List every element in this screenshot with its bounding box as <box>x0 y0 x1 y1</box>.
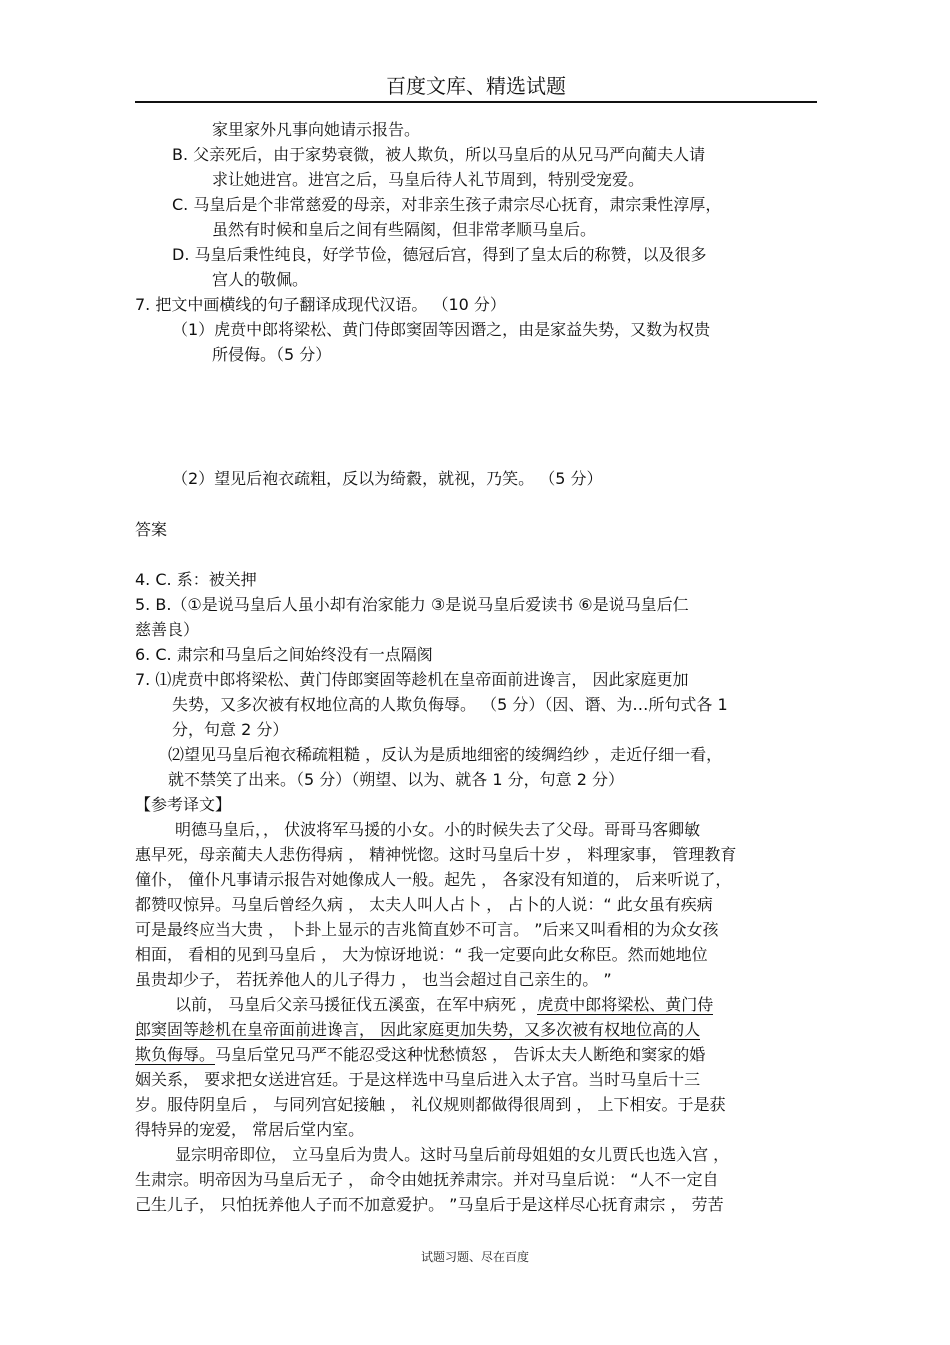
question-7-part-2: （2）望见后袍衣疏粗，反以为绮縠，就视，乃笑。 （5 分） <box>172 469 603 488</box>
question-7: 7. 把文中画横线的句子翻译成现代汉语。 （10 分） <box>135 295 506 314</box>
translation-p2-line <box>135 1018 700 1042</box>
translation-p2-line <box>135 1043 705 1067</box>
header-divider <box>135 101 817 103</box>
page-header-title: 百度文库、精选试题 <box>386 74 566 98</box>
option-b-line-2: 求让她进宫。进宫之后，马皇后待人礼节周到，特别受宠爱。 <box>212 170 645 189</box>
underlined-sentence: 郎窦固等趁机在皇帝面前进谗言， 因此家庭更加失势，又多次被有权地位高的人 <box>135 1020 701 1039</box>
underlined-sentence: 欺负侮辱。 <box>135 1045 216 1064</box>
answer-7-1-line-1: 7. ⑴虎贲中郎将梁松、黄门侍郎窦固等趁机在皇帝面前进谗言， 因此家庭更加 <box>135 670 689 689</box>
translation-p1-line: 都赞叹惊异。马皇后曾经久病 ， 太夫人叫人占卜 ， 占卜的人说：“ 此女虽有疾病 <box>135 895 713 914</box>
underlined-sentence: 虎贲中郎将梁松、黄门侍 <box>537 995 714 1014</box>
option-b-line-1: B. 父亲死后，由于家势衰微，被人欺负，所以马皇后的从兄马严向蔺夫人请 <box>172 145 706 164</box>
answer-7-1-line-3: 分，句意 2 分） <box>172 720 289 739</box>
translation-plain-text: 马皇后堂兄马严不能忍受这种忧愁愤怒 ， 告诉太夫人断绝和窦家的婚 <box>215 1045 706 1064</box>
option-d-line-1: D. 马皇后秉性纯良，好学节俭，德冠后宫，得到了皇太后的称赞，以及很多 <box>172 245 707 264</box>
translation-p2-line: 姻关系， 要求把女送进宫廷。于是这样选中马皇后进入太子宫。当时马皇后十三 <box>135 1070 701 1089</box>
translation-p2-line: 得特异的宠爱， 常居后堂内室。 <box>135 1120 365 1139</box>
translation-p3-line: 己生儿子， 只怕抚养他人子而不加意爱护。 ”马皇后于是这样尽心抚育肃宗 ， 劳苦 <box>135 1195 724 1214</box>
option-d-line-2: 宫人的敬佩。 <box>212 270 309 289</box>
answer-7-1-line-2: 失势，又多次被有权地位高的人欺负侮辱。 （5 分）（因、谮、为…所句式各 1 <box>172 695 728 714</box>
answers-heading: 答案 <box>135 520 168 539</box>
translation-p1-line: 可是最终应当大贵 ， 卜卦上显示的吉兆简直妙不可言。 ”后来又叫看相的为众女孩 <box>135 920 719 939</box>
translation-heading: 【参考译文】 <box>135 795 232 814</box>
translation-p1-line: 相面， 看相的见到马皇后 ， 大为惊讶地说：“ 我一定要向此女称臣。然而她地位 <box>135 945 708 964</box>
option-c-line-1: C. 马皇后是个非常慈爱的母亲，对非亲生孩子肃宗尽心抚育，肃宗秉性淳厚， <box>172 195 722 214</box>
translation-p3-line: 生肃宗。明帝因为马皇后无子 ， 命令由她抚养肃宗。并对马皇后说： “人不一定自 <box>135 1170 719 1189</box>
option-c-line-2: 虽然有时候和皇后之间有些隔阂，但非常孝顺马皇后。 <box>212 220 597 239</box>
translation-p3-line: 显宗明帝即位， 立马皇后为贵人。这时马皇后前母姐姐的女儿贾氏也选入宫 ， <box>175 1145 730 1164</box>
answer-4: 4. C. 系：被关押 <box>135 570 257 589</box>
answer-6: 6. C. 肃宗和马皇后之间始终没有一点隔阂 <box>135 645 433 664</box>
translation-p1-line: 明德马皇后，， 伏波将军马援的小女。小的时候失去了父母。哥哥马客卿敏 <box>175 820 701 839</box>
page-footer: 试题习题、尽在百度 <box>420 1250 529 1264</box>
translation-plain-text: 以前， 马皇后父亲马援征伐五溪蛮，在军中病死 ， <box>175 995 538 1014</box>
answer-7-2-line-2: 就不禁笑了出来。（5 分）（朔望、以为、就各 1 分，句意 2 分） <box>168 770 624 789</box>
question-7-part-1-line-2: 所侵侮。（5 分） <box>212 345 332 364</box>
option-a-continuation: 家里家外凡事向她请示报告。 <box>212 120 421 139</box>
translation-p1-line: 虽贵却少子， 若抚养他人的儿子得力 ， 也当会超过自己亲生的。 ” <box>135 970 612 989</box>
answer-5-line-2: 慈善良） <box>135 620 200 639</box>
translation-p2-line: 岁。服侍阴皇后 ， 与同列宫妃接触 ， 礼仪规则都做得很周到 ， 上下相安。于是获 <box>135 1095 726 1114</box>
translation-p1-line: 僮仆， 僮仆凡事请示报告对她像成人一般。起先 ， 各家没有知道的， 后来听说了， <box>135 870 732 889</box>
answer-5-line-1: 5. B.（①是说马皇后人虽小却有治家能力 ③是说马皇后爱读书 ⑥是说马皇后仁 <box>135 595 689 614</box>
translation-p2-line <box>175 993 713 1017</box>
translation-p1-line: 惠早死，母亲蔺夫人悲伤得病 ， 精神恍惚。这时马皇后十岁 ， 料理家事， 管理教育 <box>135 845 737 864</box>
answer-7-2-line-1: ⑵望见马皇后袍衣稀疏粗糙 ，反认为是质地细密的绫绸绉纱 ，走近仔细一看， <box>168 745 723 764</box>
question-7-part-1-line-1: （1）虎贲中郎将梁松、黄门侍郎窦固等因谮之，由是家益失势，又数为权贵 <box>172 320 711 339</box>
